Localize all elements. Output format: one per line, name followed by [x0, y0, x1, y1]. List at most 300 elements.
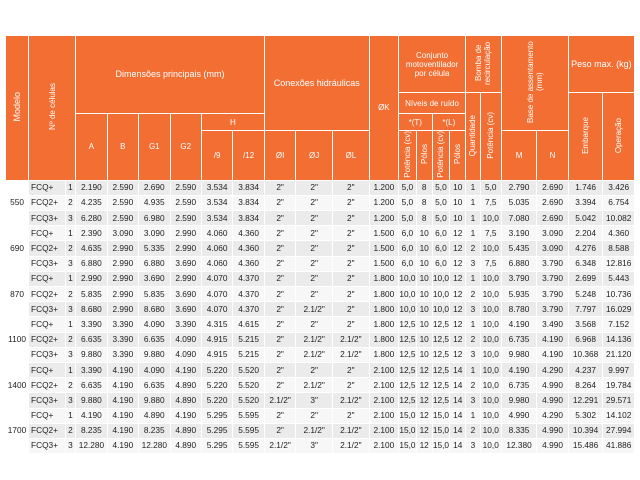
cell-ok: 1.500 [369, 226, 398, 241]
cell-oi: 2" [264, 302, 295, 317]
cell-model: FCQ+ [29, 180, 66, 195]
cell-oi: 2" [264, 211, 295, 226]
header-quantidade: Quantidade [466, 93, 481, 181]
header-ok: ØK [369, 36, 398, 181]
cell-g2: 3.690 [170, 302, 201, 317]
cell-qtd: 2 [466, 378, 481, 393]
table-row [6, 211, 635, 226]
cell-model: FCQ+ [29, 271, 66, 286]
cell-ok: 1.800 [369, 287, 398, 302]
group-label: 870 [6, 271, 29, 317]
cell-pot-bomba: 10,0 [480, 362, 501, 377]
cell-oj: 2" [296, 287, 333, 302]
cell-ol: 2" [332, 287, 369, 302]
cell-a: 9.880 [76, 347, 107, 362]
cell-m: 12.380 [501, 438, 537, 453]
cell-pot-t: 5,0 [399, 211, 417, 226]
header-potencia-l: Potência (cv) [432, 131, 450, 181]
cell-pot-t: 10,0 [399, 287, 417, 302]
cell-qtd: 1 [466, 211, 481, 226]
header-dimensoes: Dimensões principais (mm) [76, 36, 265, 114]
cell-polos-t: 12 [416, 378, 432, 393]
cell-m: 8.335 [501, 423, 537, 438]
cell-pot-t: 5,0 [399, 195, 417, 210]
cell-b: 3.090 [107, 226, 138, 241]
cell-qtd: 1 [466, 317, 481, 332]
cell-n: 3.090 [537, 241, 568, 256]
cell-polos-l: 12 [450, 347, 466, 362]
cell-oj: 2.1/2" [296, 302, 333, 317]
cell-polos-t: 10 [416, 271, 432, 286]
specs-table-container [5, 35, 635, 454]
cell-g2: 2.990 [170, 241, 201, 256]
cell-pot-t: 10,0 [399, 271, 417, 286]
cell-h12: 4.615 [233, 317, 265, 332]
cell-embarque: 5.302 [568, 408, 603, 423]
cell-m: 3.190 [501, 226, 537, 241]
cell-polos-t: 10 [416, 241, 432, 256]
cell-embarque: 10.368 [568, 347, 603, 362]
cell-g1: 4.090 [139, 362, 170, 377]
cell-pot-l: 15,0 [432, 423, 450, 438]
cell-g1: 6.635 [139, 378, 170, 393]
cell-oj: 2.1/2" [296, 347, 333, 362]
cell-g2: 3.690 [170, 256, 201, 271]
cell-pot-bomba: 10,0 [480, 211, 501, 226]
cell-ol: 2" [332, 211, 369, 226]
cell-g1: 9.880 [139, 393, 170, 408]
cell-pot-l: 5,0 [432, 195, 450, 210]
cell-polos-l: 12 [450, 287, 466, 302]
cell-operacao: 10.736 [603, 287, 635, 302]
cell-n: 2.690 [537, 195, 568, 210]
cell-pot-l: 6,0 [432, 256, 450, 271]
cell-pot-t: 15,0 [399, 423, 417, 438]
cell-pot-bomba: 10,0 [480, 317, 501, 332]
cell-operacao: 16.029 [603, 302, 635, 317]
cell-qtd: 1 [466, 226, 481, 241]
cell-ol: 2" [332, 195, 369, 210]
cell-a: 2.990 [76, 271, 107, 286]
cell-g1: 2.690 [139, 180, 170, 195]
cell-oj: 2" [296, 256, 333, 271]
cell-pot-bomba: 10,0 [480, 241, 501, 256]
cell-polos-t: 10 [416, 317, 432, 332]
cell-h9: 5.220 [201, 378, 232, 393]
cell-n: 2.690 [537, 211, 568, 226]
cell-a: 4.635 [76, 241, 107, 256]
cell-polos-t: 8 [416, 195, 432, 210]
cell-qtd: 1 [466, 408, 481, 423]
cell-a: 6.635 [76, 332, 107, 347]
header-ol: ØL [332, 131, 369, 181]
cell-oi: 2.1/2" [264, 393, 295, 408]
cell-a: 6.280 [76, 211, 107, 226]
header-bomba: Bomba de recirculação [466, 36, 502, 93]
table-row [6, 195, 635, 210]
cell-embarque: 2.699 [568, 271, 603, 286]
cell-g2: 2.590 [170, 211, 201, 226]
cell-h9: 5.295 [201, 438, 232, 453]
cell-embarque: 2.204 [568, 226, 603, 241]
cell-pot-t: 6,0 [399, 256, 417, 271]
cell-polos-l: 12 [450, 317, 466, 332]
cell-h12: 3.834 [233, 195, 265, 210]
cell-ol: 2" [332, 302, 369, 317]
cell-pot-l: 5,0 [432, 180, 450, 195]
cell-g2: 4.090 [170, 332, 201, 347]
group-label: 1400 [6, 362, 29, 408]
cell-g2: 4.890 [170, 393, 201, 408]
cell-ol: 2" [332, 180, 369, 195]
cell-ok: 2.100 [369, 438, 398, 453]
cell-h9: 5.220 [201, 393, 232, 408]
cell-cells: 3 [65, 302, 75, 317]
cell-h12: 5.595 [233, 438, 265, 453]
cell-ok: 1.800 [369, 332, 398, 347]
cell-m: 9.980 [501, 393, 537, 408]
cell-h12: 3.834 [233, 211, 265, 226]
group-label: 1100 [6, 317, 29, 363]
cell-operacao: 21.120 [603, 347, 635, 362]
cell-model: FCQ3+ [29, 302, 66, 317]
cell-h12: 5.215 [233, 347, 265, 362]
cell-b: 2.590 [107, 211, 138, 226]
header-n: N [537, 131, 568, 181]
cell-pot-l: 12,5 [432, 317, 450, 332]
cell-model: FCQ2+ [29, 423, 66, 438]
table-row [6, 317, 635, 332]
cell-pot-bomba: 10,0 [480, 378, 501, 393]
cell-a: 5.835 [76, 287, 107, 302]
cell-b: 4.190 [107, 362, 138, 377]
cell-oi: 2" [264, 317, 295, 332]
cell-g1: 8.235 [139, 423, 170, 438]
cell-a: 8.680 [76, 302, 107, 317]
cell-pot-t: 12,5 [399, 347, 417, 362]
cell-m: 5.935 [501, 287, 537, 302]
cell-g2: 4.890 [170, 438, 201, 453]
header-g1: G1 [139, 114, 170, 181]
cell-m: 9.980 [501, 347, 537, 362]
cell-h12: 5.595 [233, 408, 265, 423]
cell-ol: 2" [332, 408, 369, 423]
cell-n: 3.490 [537, 317, 568, 332]
cell-qtd: 3 [466, 302, 481, 317]
cell-pot-bomba: 7,5 [480, 195, 501, 210]
cell-ok: 1.800 [369, 271, 398, 286]
table-row [6, 438, 635, 453]
cell-h9: 3.534 [201, 195, 232, 210]
table-row [6, 302, 635, 317]
cell-h9: 5.295 [201, 408, 232, 423]
cell-a: 2.190 [76, 180, 107, 195]
cell-polos-l: 12 [450, 332, 466, 347]
cell-model: FCQ3+ [29, 256, 66, 271]
header-l: *(L) [432, 114, 466, 131]
cell-operacao: 6.754 [603, 195, 635, 210]
cell-oj: 2.1/2" [296, 423, 333, 438]
cell-ok: 2.100 [369, 378, 398, 393]
cell-h9: 4.315 [201, 317, 232, 332]
cell-b: 2.990 [107, 287, 138, 302]
cell-oj: 2" [296, 226, 333, 241]
header-niveis: Níveis de ruído [399, 93, 466, 114]
cell-n: 3.090 [537, 226, 568, 241]
cell-ok: 2.100 [369, 393, 398, 408]
cell-m: 5.435 [501, 241, 537, 256]
cell-g2: 4.190 [170, 362, 201, 377]
cell-pot-t: 12,5 [399, 317, 417, 332]
cell-ol: 2.1/2" [332, 393, 369, 408]
cell-pot-bomba: 5,0 [480, 180, 501, 195]
group-label: 690 [6, 226, 29, 272]
cell-oj: 2" [296, 408, 333, 423]
cell-a: 3.390 [76, 317, 107, 332]
cell-model: FCQ2+ [29, 287, 66, 302]
cell-qtd: 3 [466, 256, 481, 271]
cell-pot-bomba: 10,0 [480, 408, 501, 423]
cell-polos-l: 10 [450, 211, 466, 226]
cell-a: 12.280 [76, 438, 107, 453]
cell-embarque: 3.568 [568, 317, 603, 332]
cell-embarque: 6.348 [568, 256, 603, 271]
cell-m: 4.190 [501, 317, 537, 332]
cell-polos-l: 14 [450, 408, 466, 423]
cell-pot-t: 12,5 [399, 378, 417, 393]
cell-h9: 4.915 [201, 347, 232, 362]
cell-model: FCQ2+ [29, 195, 66, 210]
specs-table [5, 35, 635, 454]
cell-operacao: 27.994 [603, 423, 635, 438]
cell-operacao: 41.886 [603, 438, 635, 453]
cell-g1: 4.890 [139, 408, 170, 423]
cell-oi: 2" [264, 287, 295, 302]
cell-model: FCQ2+ [29, 241, 66, 256]
cell-oi: 2" [264, 332, 295, 347]
cell-oi: 2" [264, 362, 295, 377]
cell-oi: 2.1/2" [264, 438, 295, 453]
cell-cells: 3 [65, 256, 75, 271]
cell-ol: 2.1/2" [332, 347, 369, 362]
header-polos-l: Pólos [450, 131, 466, 181]
cell-operacao: 14.102 [603, 408, 635, 423]
cell-pot-t: 10,0 [399, 302, 417, 317]
cell-b: 4.190 [107, 408, 138, 423]
header-t: *(T) [399, 114, 433, 131]
cell-operacao: 10.082 [603, 211, 635, 226]
cell-ok: 2.100 [369, 362, 398, 377]
cell-oi: 2" [264, 408, 295, 423]
table-header [6, 36, 635, 181]
cell-n: 4.990 [537, 393, 568, 408]
cell-operacao: 8.588 [603, 241, 635, 256]
group-label: 550 [6, 180, 29, 226]
cell-g1: 3.090 [139, 226, 170, 241]
cell-a: 2.390 [76, 226, 107, 241]
cell-qtd: 1 [466, 195, 481, 210]
cell-oj: 2" [296, 271, 333, 286]
cell-g2: 4.190 [170, 408, 201, 423]
table-row [6, 332, 635, 347]
table-row [6, 271, 635, 286]
cell-polos-l: 12 [450, 302, 466, 317]
cell-m: 4.190 [501, 362, 537, 377]
cell-polos-l: 14 [450, 438, 466, 453]
cell-ol: 2" [332, 362, 369, 377]
cell-n: 3.790 [537, 271, 568, 286]
table-row [6, 408, 635, 423]
cell-polos-l: 12 [450, 256, 466, 271]
header-m: M [501, 131, 537, 181]
cell-pot-bomba: 10,0 [480, 423, 501, 438]
cell-ol: 2" [332, 378, 369, 393]
cell-a: 3.390 [76, 362, 107, 377]
cell-h9: 4.915 [201, 332, 232, 347]
cell-cells: 2 [65, 241, 75, 256]
cell-n: 4.990 [537, 378, 568, 393]
cell-model: FCQ+ [29, 408, 66, 423]
header-a: A [76, 114, 107, 181]
cell-qtd: 2 [466, 241, 481, 256]
header-potencia-t: Potência (cv) [399, 131, 417, 181]
cell-h9: 4.070 [201, 271, 232, 286]
cell-g1: 8.680 [139, 302, 170, 317]
header-operacao: Operação [603, 93, 635, 181]
cell-cells: 3 [65, 347, 75, 362]
header-b: B [107, 114, 138, 181]
cell-a: 6.880 [76, 256, 107, 271]
cell-polos-l: 14 [450, 423, 466, 438]
cell-pot-t: 15,0 [399, 408, 417, 423]
cell-polos-t: 8 [416, 180, 432, 195]
cell-polos-t: 12 [416, 438, 432, 453]
cell-operacao: 4.360 [603, 226, 635, 241]
cell-ol: 2" [332, 271, 369, 286]
cell-h12: 4.370 [233, 302, 265, 317]
cell-ok: 1.200 [369, 211, 398, 226]
cell-cells: 2 [65, 195, 75, 210]
cell-m: 7.080 [501, 211, 537, 226]
cell-oj: 2.1/2" [296, 332, 333, 347]
header-oj: ØJ [296, 131, 333, 181]
cell-embarque: 12.291 [568, 393, 603, 408]
cell-m: 6.735 [501, 332, 537, 347]
cell-polos-l: 10 [450, 195, 466, 210]
cell-oi: 2" [264, 378, 295, 393]
cell-ol: 2.1/2" [332, 423, 369, 438]
cell-h12: 5.520 [233, 378, 265, 393]
cell-h9: 4.060 [201, 226, 232, 241]
cell-b: 3.390 [107, 317, 138, 332]
cell-n: 4.990 [537, 423, 568, 438]
cell-m: 8.780 [501, 302, 537, 317]
cell-qtd: 1 [466, 271, 481, 286]
cell-pot-l: 10,0 [432, 271, 450, 286]
cell-oi: 2" [264, 271, 295, 286]
cell-ok: 1.200 [369, 195, 398, 210]
cell-m: 6.735 [501, 378, 537, 393]
cell-polos-l: 12 [450, 271, 466, 286]
cell-h12: 4.360 [233, 241, 265, 256]
cell-embarque: 7.797 [568, 302, 603, 317]
cell-b: 2.990 [107, 271, 138, 286]
cell-operacao: 9.997 [603, 362, 635, 377]
cell-g2: 2.990 [170, 226, 201, 241]
cell-pot-bomba: 7,5 [480, 226, 501, 241]
cell-n: 4.190 [537, 347, 568, 362]
cell-ol: 2" [332, 317, 369, 332]
cell-operacao: 14.136 [603, 332, 635, 347]
cell-cells: 1 [65, 180, 75, 195]
cell-pot-t: 6,0 [399, 226, 417, 241]
cell-pot-bomba: 10,0 [480, 347, 501, 362]
cell-pot-t: 12,5 [399, 362, 417, 377]
cell-ok: 1.800 [369, 347, 398, 362]
cell-pot-l: 10,0 [432, 287, 450, 302]
cell-cells: 1 [65, 317, 75, 332]
header-conjunto: Conjunto motoventilador por célula [399, 36, 466, 93]
header-n-celulas: Nº de células [29, 36, 76, 181]
cell-g2: 2.590 [170, 180, 201, 195]
table-row [6, 287, 635, 302]
table-row [6, 241, 635, 256]
cell-h9: 5.295 [201, 423, 232, 438]
cell-ol: 2.1/2" [332, 332, 369, 347]
cell-oi: 2" [264, 423, 295, 438]
cell-cells: 2 [65, 287, 75, 302]
cell-polos-t: 10 [416, 302, 432, 317]
cell-oj: 2" [296, 241, 333, 256]
cell-pot-l: 12,5 [432, 393, 450, 408]
cell-pot-bomba: 10,0 [480, 271, 501, 286]
cell-oi: 2" [264, 241, 295, 256]
cell-polos-t: 12 [416, 362, 432, 377]
table-row [6, 423, 635, 438]
cell-oj: 2" [296, 195, 333, 210]
cell-g2: 4.090 [170, 347, 201, 362]
cell-ol: 2" [332, 241, 369, 256]
cell-g1: 6.635 [139, 332, 170, 347]
cell-operacao: 3.426 [603, 180, 635, 195]
cell-oi: 2" [264, 347, 295, 362]
cell-pot-bomba: 10,0 [480, 332, 501, 347]
cell-a: 4.190 [76, 408, 107, 423]
cell-h12: 5.520 [233, 393, 265, 408]
cell-pot-bomba: 10,0 [480, 393, 501, 408]
cell-embarque: 15.486 [568, 438, 603, 453]
cell-polos-t: 10 [416, 287, 432, 302]
cell-n: 4.290 [537, 408, 568, 423]
cell-b: 4.190 [107, 438, 138, 453]
cell-g1: 5.335 [139, 241, 170, 256]
cell-g1: 4.090 [139, 317, 170, 332]
cell-ok: 1.800 [369, 302, 398, 317]
cell-b: 4.190 [107, 423, 138, 438]
cell-g1: 6.980 [139, 211, 170, 226]
cell-h12: 5.215 [233, 332, 265, 347]
cell-embarque: 5.042 [568, 211, 603, 226]
cell-cells: 3 [65, 438, 75, 453]
cell-qtd: 3 [466, 393, 481, 408]
cell-h12: 4.370 [233, 271, 265, 286]
cell-g1: 5.835 [139, 287, 170, 302]
cell-operacao: 19.784 [603, 378, 635, 393]
cell-h12: 4.360 [233, 226, 265, 241]
cell-qtd: 3 [466, 347, 481, 362]
cell-g2: 4.890 [170, 423, 201, 438]
cell-ok: 1.200 [369, 180, 398, 195]
